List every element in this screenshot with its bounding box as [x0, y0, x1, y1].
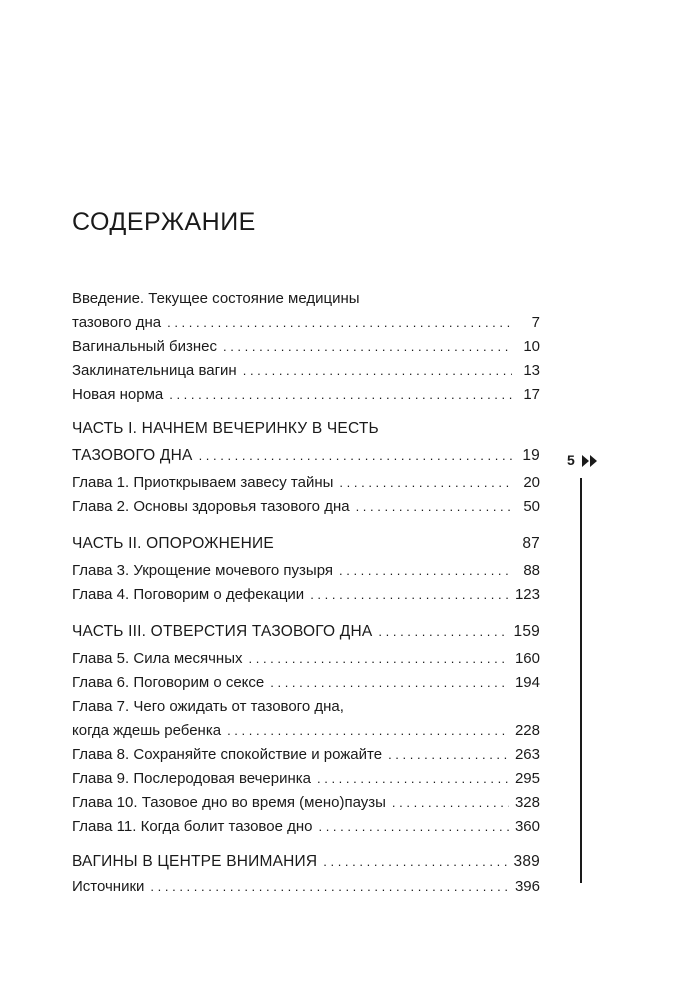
section-gap: [72, 607, 540, 617]
dot-leader: [378, 617, 507, 647]
toc-entry-page: 389: [513, 853, 540, 870]
dot-leader: [392, 791, 509, 815]
toc-part-title: ВАГИНЫ В ЦЕНТРЕ ВНИМАНИЯ: [72, 853, 318, 870]
toc-entry-ch3[interactable]: [72, 559, 540, 583]
toc-entry-ch1[interactable]: [72, 471, 540, 495]
toc-entry-title: тазового дна: [72, 314, 162, 331]
dot-leader: [339, 471, 512, 495]
toc-entry-ch9[interactable]: [72, 767, 540, 791]
toc-part-title: ЧАСТЬ III. ОТВЕРСТИЯ ТАЗОВОГО ДНА: [72, 623, 373, 640]
toc-entry-title: когда ждешь ребенка: [72, 722, 222, 739]
dot-leader: [310, 583, 509, 607]
toc-entry-page: 159: [513, 623, 540, 640]
page-number: 5: [567, 452, 575, 468]
toc-part3[interactable]: [72, 617, 540, 647]
toc-entry-intro[interactable]: [72, 311, 540, 335]
toc-entry-ch2[interactable]: [72, 495, 540, 519]
toc-entry-page: 194: [514, 674, 540, 691]
dot-leader: [249, 647, 509, 671]
toc-part1[interactable]: [72, 441, 540, 471]
dot-leader: [318, 815, 509, 839]
toc-entry-page: 328: [514, 794, 540, 811]
toc-entry-title: Глава 4. Поговорим о дефекации: [72, 586, 305, 603]
double-arrow-right-icon: [582, 454, 598, 466]
dot-leader: [388, 743, 509, 767]
toc-spotlight[interactable]: [72, 849, 540, 875]
toc-entry-page: 17: [523, 386, 540, 403]
toc-entry-title: Глава 7. Чего ожидать от тазового дна,: [72, 698, 344, 715]
toc-entry-page: 87: [522, 535, 540, 552]
dot-leader: [356, 495, 512, 519]
toc-entry-title: Заклинательница вагин: [72, 362, 237, 379]
toc-entry-page: 295: [514, 770, 540, 787]
toc-entry-title: Глава 1. Приоткрываем завесу тайны: [72, 474, 334, 491]
dot-leader: [227, 719, 509, 743]
dot-leader: [223, 335, 512, 359]
dot-leader: [317, 767, 509, 791]
dot-leader: [323, 849, 507, 875]
toc-part-title: ТАЗОВОГО ДНА: [72, 447, 193, 464]
dot-leader: [339, 559, 512, 583]
toc-part-title: ЧАСТЬ II. ОПОРОЖНЕНИЕ: [72, 535, 274, 552]
toc-entry-page: 263: [514, 746, 540, 763]
toc-entry-ch10[interactable]: [72, 791, 540, 815]
toc-entry-ch7[interactable]: [72, 719, 540, 743]
dot-leader: [199, 441, 512, 471]
page-title: СОДЕРЖАНИЕ: [72, 208, 256, 236]
dot-leader: [169, 383, 512, 407]
toc-entry-page: 20: [523, 474, 540, 491]
toc-entry-vagina-whisperer[interactable]: [72, 359, 540, 383]
toc-entry-page: 360: [514, 818, 540, 835]
toc-entry-new-norm[interactable]: [72, 383, 540, 407]
page-number-marker: [567, 452, 598, 468]
toc-entry-title: Вагинальный бизнес: [72, 338, 217, 355]
toc-entry-title: Глава 5. Сила месячных: [72, 650, 243, 667]
toc-entry-page: 13: [523, 362, 540, 379]
section-gap: [72, 407, 540, 417]
toc-entry-title: Новая норма: [72, 386, 164, 403]
toc-entry-title: Глава 3. Укрощение мочевого пузыря: [72, 562, 334, 579]
dot-leader: [243, 359, 512, 383]
toc-entry-title: Источники: [72, 878, 145, 895]
toc-entry-page: 19: [522, 447, 540, 464]
toc-part-title: ЧАСТЬ I. НАЧНЕМ ВЕЧЕРИНКУ В ЧЕСТЬ: [72, 420, 379, 437]
toc-entry-ch6[interactable]: [72, 671, 540, 695]
dot-leader: [150, 875, 509, 899]
toc-part1-line1: [72, 417, 540, 441]
toc-entry-intro-line1: [72, 287, 540, 311]
toc-entry-title: Глава 10. Тазовое дно во время (мено)паузы: [72, 794, 386, 811]
toc-entry-sources[interactable]: [72, 875, 540, 899]
toc-entry-ch5[interactable]: [72, 647, 540, 671]
toc-entry-vaginal-business[interactable]: [72, 335, 540, 359]
toc-entry-title: Глава 11. Когда болит тазовое дно: [72, 818, 313, 835]
toc-entry-page: 228: [514, 722, 540, 739]
toc-entry-page: 123: [514, 586, 540, 603]
table-of-contents: [72, 287, 540, 899]
section-gap: [72, 519, 540, 529]
toc-entry-page: 396: [514, 878, 540, 895]
toc-entry-ch7-line1: [72, 695, 540, 719]
margin-vertical-rule: [580, 478, 582, 883]
toc-entry-page: 10: [523, 338, 540, 355]
toc-entry-title: Введение. Текущее состояние медицины: [72, 290, 360, 307]
toc-entry-ch4[interactable]: [72, 583, 540, 607]
dot-leader: [270, 671, 509, 695]
section-gap: [72, 839, 540, 849]
toc-entry-ch8[interactable]: [72, 743, 540, 767]
toc-entry-ch11[interactable]: [72, 815, 540, 839]
toc-entry-page: 160: [514, 650, 540, 667]
toc-entry-page: 50: [523, 498, 540, 515]
toc-entry-title: Глава 9. Послеродовая вечеринка: [72, 770, 312, 787]
toc-entry-page: 7: [531, 314, 540, 331]
toc-entry-title: Глава 2. Основы здоровья тазового дна: [72, 498, 350, 515]
toc-entry-page: 88: [523, 562, 540, 579]
toc-entry-title: Глава 8. Сохраняйте спокойствие и рожайте: [72, 746, 383, 763]
toc-part2[interactable]: [72, 529, 540, 559]
dot-leader: [167, 311, 512, 335]
toc-entry-title: Глава 6. Поговорим о сексе: [72, 674, 265, 691]
